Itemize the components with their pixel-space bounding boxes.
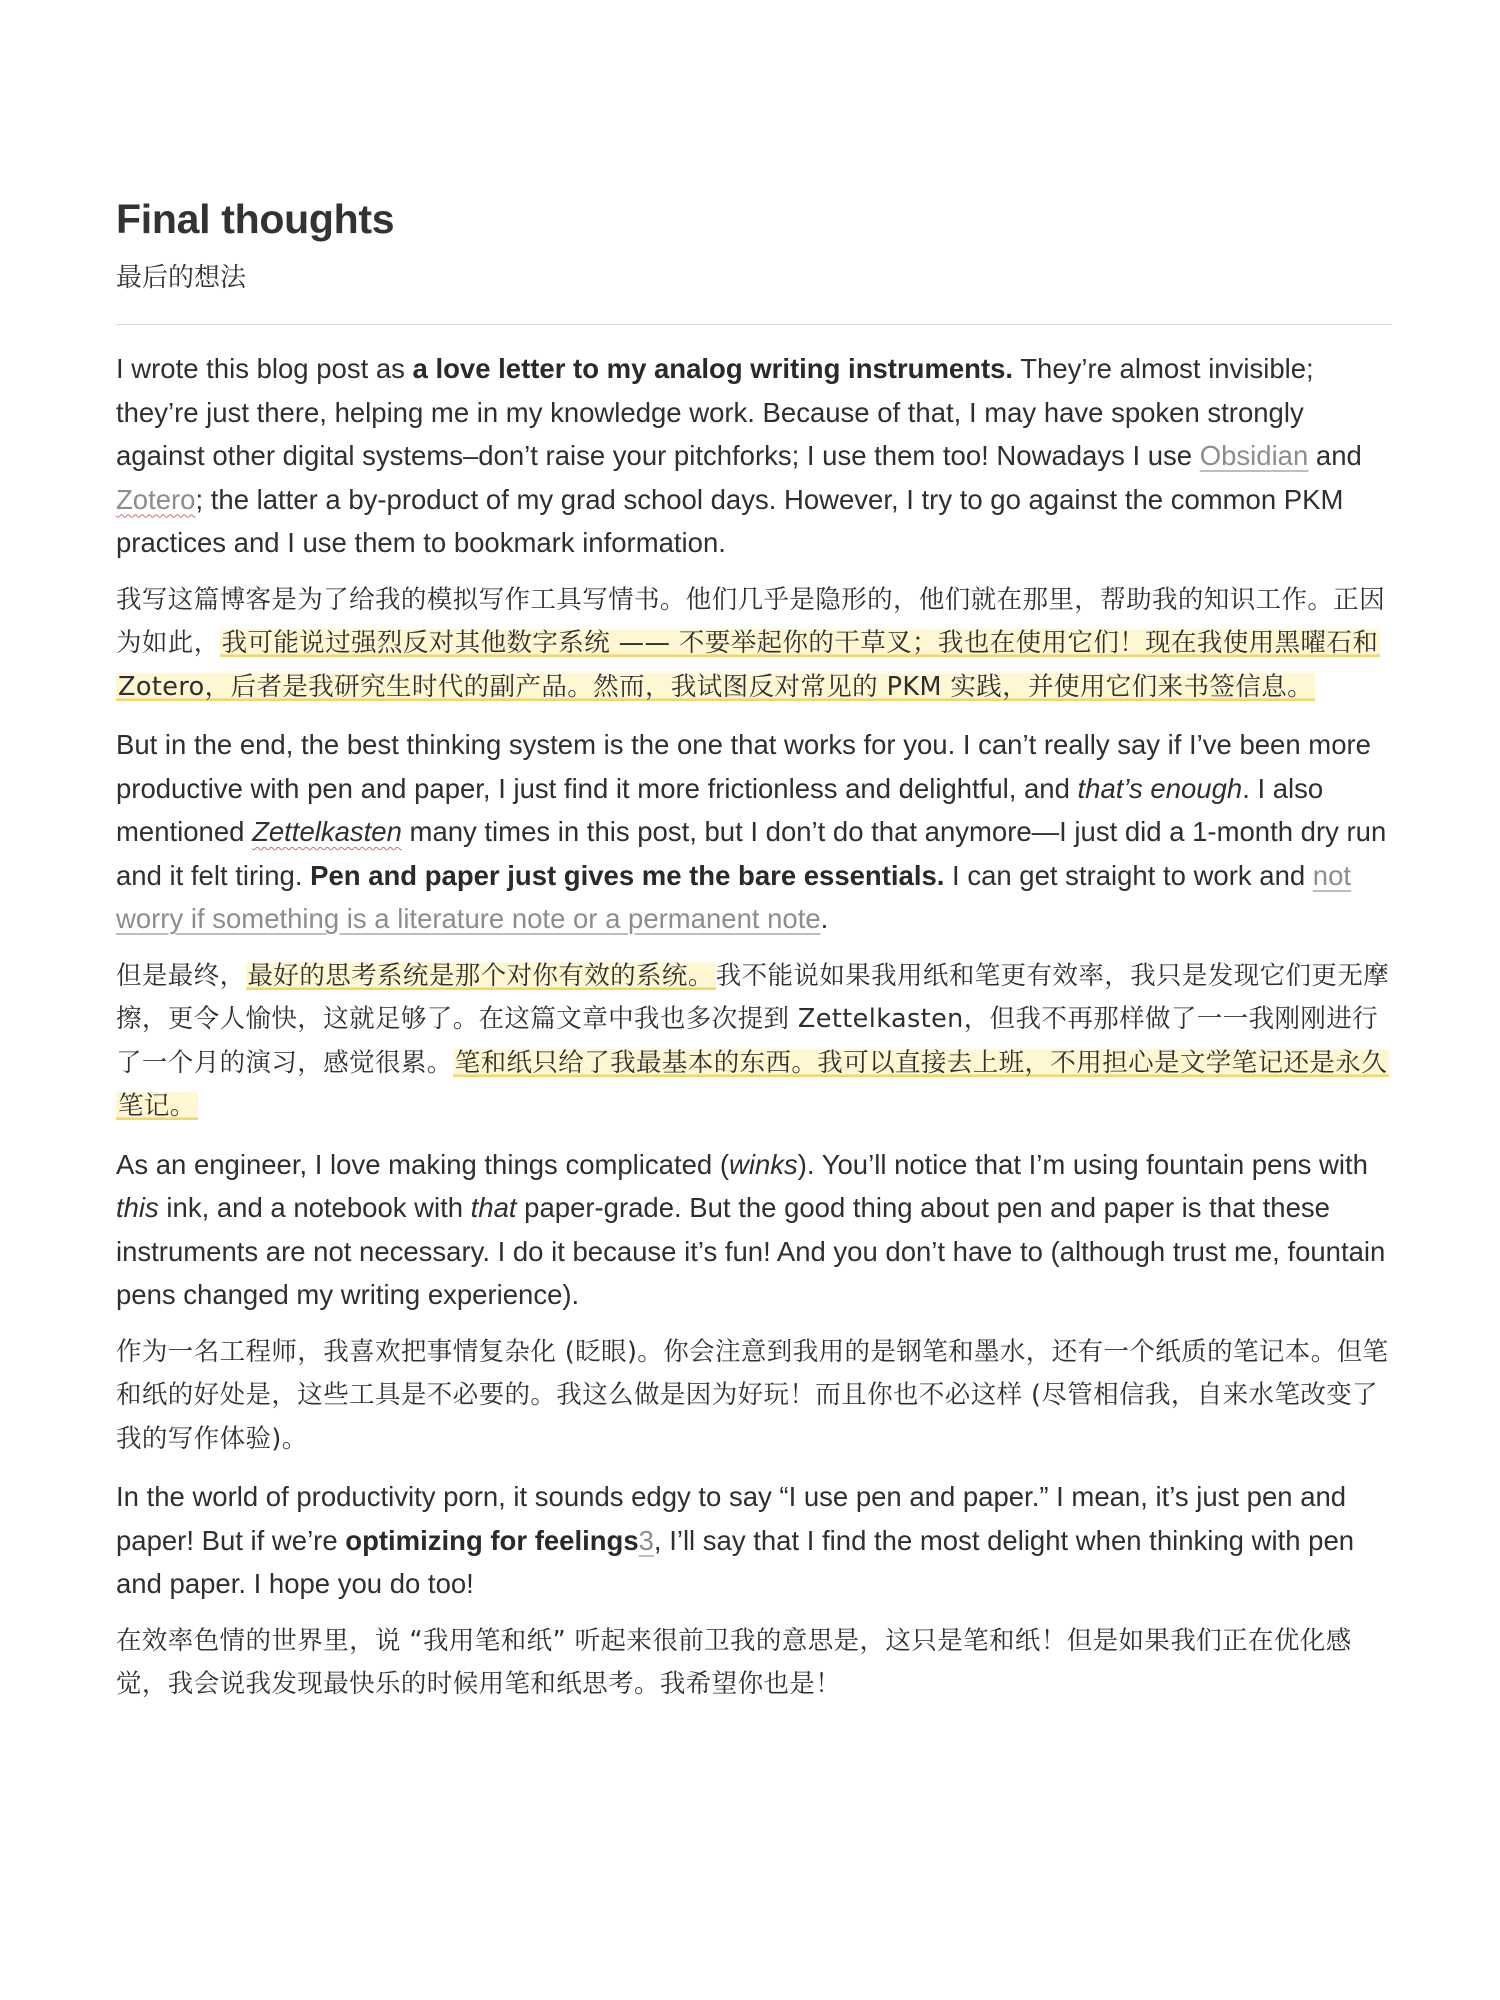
text: 但是最终， — [116, 960, 246, 991]
section-title: Final thoughts — [116, 196, 395, 242]
paragraph-3-zh: 作为一名工程师，我喜欢把事情复杂化 (眨眼)。你会注意到我用的是钢笔和墨水，还有一个纸质的笔记本。但笔和纸的好处是，这些工具是不必要的。我这么做是因为好玩！而且你也不必这样 (尽管相信我，自来水笔改变了我的写作体验)。 — [116, 1336, 1389, 1454]
paragraph-4-en — [116, 1475, 1392, 1606]
text: , I’ll say that I find the most delight when thinking with pen and paper. I hope you do too! — [116, 1524, 1355, 1599]
text: I wrote this blog post as — [116, 353, 413, 384]
text: As an engineer, I love making things complicated ( — [116, 1148, 729, 1180]
text: They’re almost invisible; they’re just there, helping me in my knowledge work. Because of that, I may have spoken strongly against other digital systems–don’t raise your pitchforks; I use them too! Nowadays I use — [116, 353, 1314, 471]
italic-text: that’s enough — [1077, 772, 1243, 804]
text: ink, and a notebook with — [158, 1192, 471, 1223]
text: But in the end, the best thinking system is the one that works for you. I can’t really say if I’ve been more productive with pen and paper, I just find it more frictionless and delightful, and — [116, 729, 1371, 804]
text: 我写这篇博客是为了给我的模拟写作工具写情书。他们几乎是隐形的，他们就在那里，帮助我的知识工作。正因为如此， — [116, 584, 1386, 658]
obsidian-link[interactable]: Obsidian — [1199, 440, 1309, 471]
italic-text: that — [470, 1192, 517, 1223]
divider — [116, 324, 1392, 325]
text: and — [1308, 440, 1362, 471]
paragraph-4-zh: 在效率色情的世界里，说 “我用笔和纸” 听起来很前卫我的意思是，这只是笔和纸！但是如果我们正在优化感觉，我会说我发现最快乐的时候用笔和纸思考。我希望你也是！ — [116, 1625, 1352, 1699]
bold-text: Pen and paper just gives me the bare essentials. — [310, 859, 945, 891]
italic-text: this — [116, 1192, 159, 1223]
text: ). You’ll notice that I’m using fountain pens with — [797, 1148, 1368, 1180]
paragraph-2-en — [116, 723, 1392, 941]
highlight: 笔和纸只给了我最基本的东西。我可以直接去上班，不用担心是文学笔记还是永久笔记。 — [118, 1047, 1388, 1121]
text: . I also mentioned — [116, 772, 1324, 847]
paragraph-2-zh — [116, 955, 1392, 1129]
article — [116, 190, 1392, 1721]
text: . — [820, 903, 829, 934]
text: In the world of productivity porn, it sounds edgy to say “I use pen and paper.” I mean, it’s just pen and paper! But if we’re — [116, 1481, 1347, 1556]
literature-note-link[interactable]: not worry if something is a literature note or a permanent note — [116, 859, 1352, 934]
bold-text: optimizing for feelings — [345, 1524, 639, 1556]
text: paper-grade. But the good thing about pen and paper is that these instruments are not necessary. I do it because it’s fun! And you don’t have to (although trust me, fountain pens changed my writing experience). — [116, 1192, 1386, 1310]
bold-text: a love letter to my analog writing instruments. — [412, 353, 1014, 384]
zotero-link[interactable]: Zotero — [116, 483, 196, 515]
highlight: 最好的思考系统是那个对你有效的系统。 — [247, 960, 714, 991]
italic-text-misspelled: Zettelkasten — [252, 816, 402, 847]
paragraph-3-en — [116, 1143, 1392, 1317]
text: many times in this post, but I don’t do that anymore—I just did a 1-month dry run and it felt tiring. — [116, 816, 1387, 891]
text: 我不能说如果我用纸和笔更有效率，我只是发现它们更无摩擦，更令人愉快，这就足够了。在这篇文章中我也多次提到 Zettelkasten，但我不再那样做了一一我刚刚进行了一个月的演习，感觉很累。 — [116, 960, 1390, 1078]
highlight: 我可能说过强烈反对其他数字系统 —— 不要举起你的干草叉；我也在使用它们！现在我使用黑曜石和 Zotero，后者是我研究生时代的副产品。然而，我试图反对常见的 PKM 实践，并使用它们来书签信息。 — [118, 628, 1379, 702]
footnote-link[interactable]: 3 — [638, 1524, 654, 1556]
text: ; the latter a by-product of my grad school days. However, I try to go against the common PKM practices and I use them to bookmark information. — [116, 483, 1344, 558]
section-subtitle: 最后的想法 — [116, 263, 247, 293]
text: I can get straight to work and — [944, 859, 1313, 891]
paragraph-1-zh — [116, 579, 1392, 710]
italic-text: winks — [728, 1148, 798, 1180]
paragraph-1-en — [116, 347, 1392, 565]
